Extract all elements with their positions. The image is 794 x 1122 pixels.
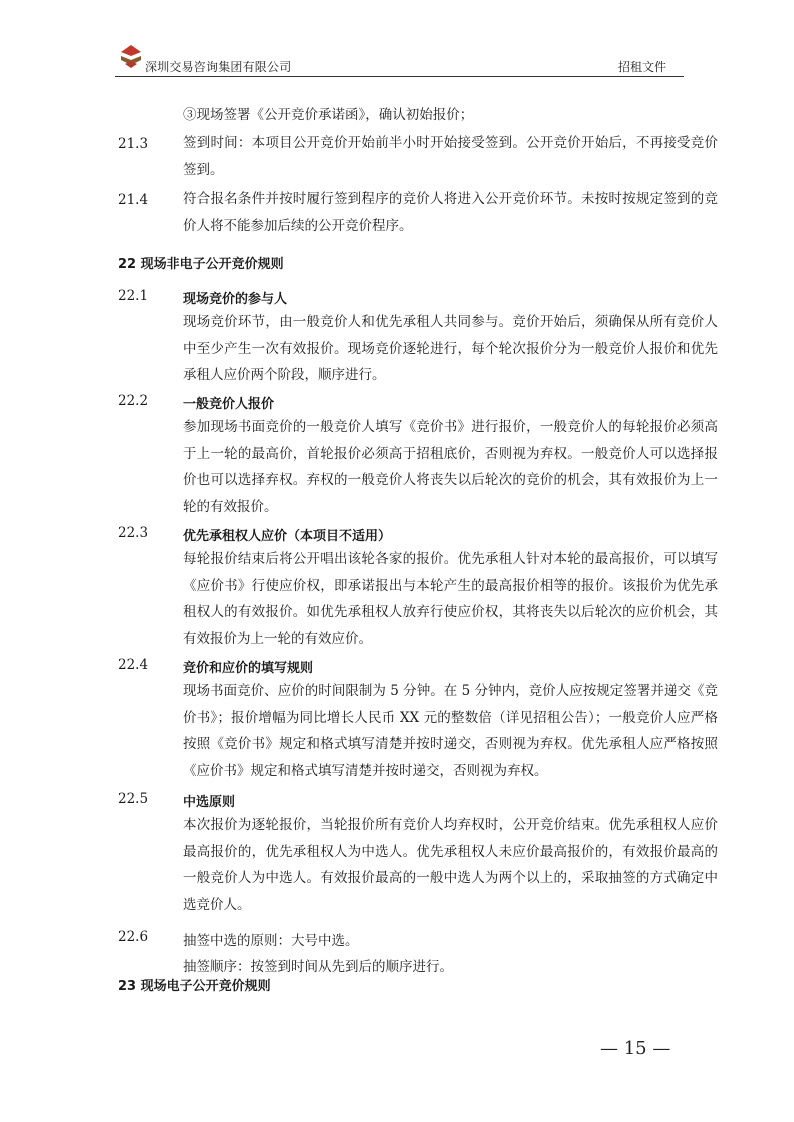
clause-heading: 中选原则 [183, 795, 236, 810]
document-type: 招租文件 [617, 60, 666, 74]
clause-heading: 一般竞价人报价 [183, 397, 275, 412]
clause-number: 22.2 [118, 393, 149, 409]
clause-heading: 现场竞价的参与人 [183, 292, 288, 307]
section-heading-23: 23 现场电子公开竞价规则 [118, 979, 271, 994]
clause-number: 22.6 [118, 929, 149, 945]
clause-text: 现场竞价环节，由一般竞价人和优先承租人共同参与。竞价开始后，须确保从所有竞价人中至少产生一次有效报价。现场竞价逐轮进行，每个轮次报价分为一般竞价人报价和优先承租人应价两个阶段，顺序进行。 [183, 314, 718, 383]
clause-text: 符合报名条件并按时履行签到程序的竞价人将进入公开竞价环节。未按时按规定签到的竞价人将不能参加后续的公开竞价程序。 [183, 191, 718, 234]
clause-text-continued: 抽签顺序：按签到时间从先到后的顺序进行。 [183, 959, 453, 975]
company-name: 深圳交易咨询集团有限公司 [145, 60, 292, 74]
clause-text: 现场书面竞价、应价的时间限制为 5 分钟。在 5 分钟内，竞价人应按规定签署并递交《竞价书》；报价增幅为同比增长人民币 XX 元的整数倍（详见招租公告）；一般竞价人应严格按照《竞价书》规定和格式填写清楚并按时递交，否则视为弃权。优先承租人应严格按照《应价书》规定和格式填写清楚并按时递交，否则视为弃权。 [183, 683, 718, 779]
clause-text: 抽签中选的原则：大号中选。 [183, 933, 359, 949]
clause-number: 22.5 [118, 791, 149, 807]
clause-number: 21.4 [118, 192, 149, 208]
clause-text: 本次报价为逐轮报价，当轮报价所有竞价人均弃权时，公开竞价结束。优先承租权人应价最高报价的，优先承租权人为中选人。优先承租权人未应价最高报价的，有效报价最高的一般竞价人为中选人。有效报价最高的一般中选人为两个以上的，采取抽签的方式确定中选竞价人。 [183, 817, 718, 913]
section-heading-22: 22 现场非电子公开竞价规则 [118, 257, 284, 272]
clause-item-3: ③现场签署《公开竞价承诺函》，确认初始报价； [183, 107, 474, 123]
clause-number: 21.3 [118, 136, 149, 152]
clause-number: 22.4 [118, 657, 149, 673]
page-header [115, 42, 684, 77]
clause-text: 每轮报价结束后将公开唱出该轮各家的报价。优先承租人针对本轮的最高报价，可以填写《应价书》行使应价权，即承诺报出与本轮产生的最高报价相等的报价。该报价为优先承租权人的有效报价。如优先承租权人放弃行使应价权，其将丧失以后轮次的应价机会，其有效报价为上一轮的有效应价。 [183, 551, 718, 647]
clause-heading: 竞价和应价的填写规则 [183, 661, 314, 676]
clause-number: 22.1 [118, 288, 149, 304]
clause-number: 22.3 [118, 525, 149, 541]
page-number: — 15 — [600, 1038, 671, 1059]
clause-text: 签到时间：本项目公开竞价开始前半小时开始接受签到。公开竞价开始后，不再接受竞价签到。 [183, 135, 718, 178]
clause-text: 参加现场书面竞价的一般竞价人填写《竞价书》进行报价，一般竞价人的每轮报价必须高于上一轮的最高价，首轮报价必须高于招租底价，否则视为弃权。一般竞价人可以选择报价也可以选择弃权。弃权的一般竞价人将丧失以后轮次的竞价的机会，其有效报价为上一轮的有效报价。 [183, 419, 718, 515]
company-logo-icon [119, 44, 143, 70]
clause-heading: 优先承租权人应价（本项目不适用） [183, 529, 392, 544]
